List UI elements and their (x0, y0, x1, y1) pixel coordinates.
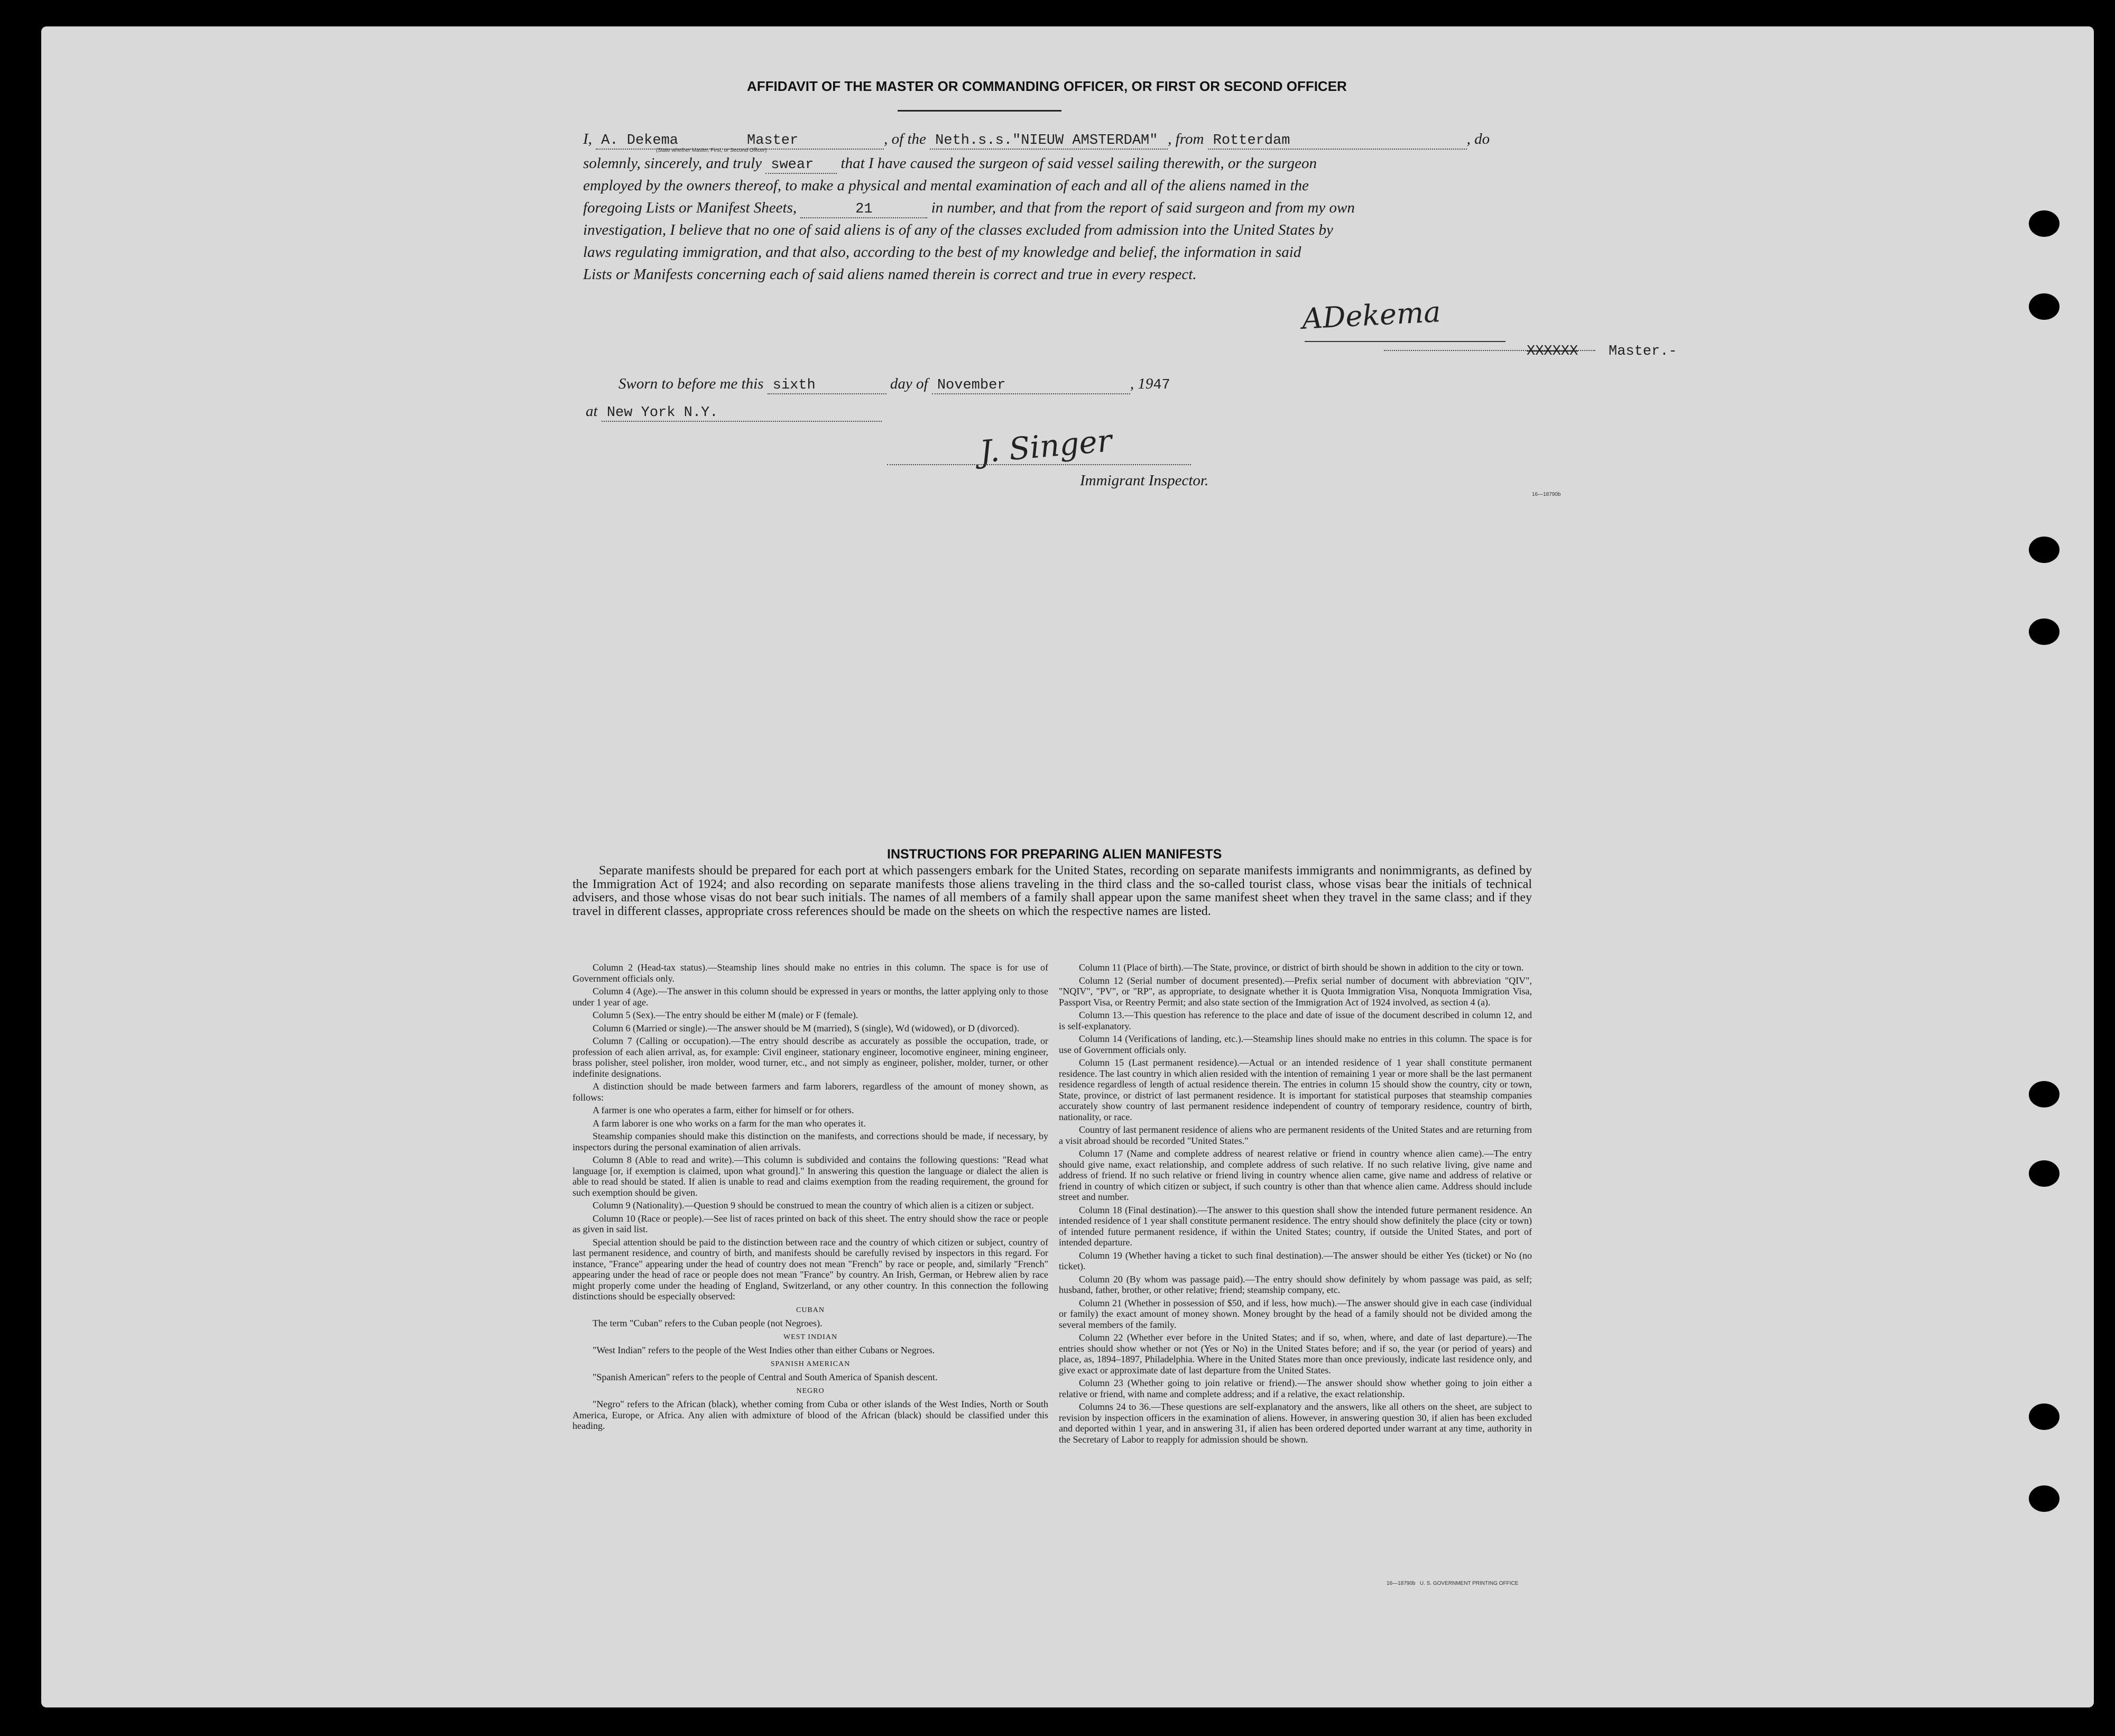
day-field: sixth (768, 377, 886, 394)
binder-hole (2029, 1403, 2059, 1430)
instruction-paragraph: Country of last permanent residence of aliens who are permanent residents of the United States and are returning from a visit abroad should be recorded "United States." (1059, 1124, 1532, 1146)
instruction-paragraph: A distinction should be made between farmers and farm laborers, regardless of the amount of money shown, as follows: (572, 1081, 1048, 1103)
instruction-paragraph: Column 4 (Age).—The answer in this column should be expressed in years or months, the latter applying only to those under 1 year of age. (572, 986, 1048, 1008)
instruction-paragraph: Columns 24 to 36.—These questions are self-explanatory and the answers, like all others on the sheet, are subject to revision by inspection officers in the examination of aliens. However, in answering question 30, if alien has been excluded and deported within 1 year, and in answering 31, if alien has been ordered deported under warrant at any time, authority in the Secretary of Labor to reapply for admission should be shown. (1059, 1401, 1532, 1445)
document-page (41, 26, 2094, 1707)
affidavit-title: AFFIDAVIT OF THE MASTER OR COMMANDING OFFICER, OR FIRST OR SECOND OFFICER (747, 78, 1347, 94)
affidavit-line-1: I, A. Dekema Master , of the Neth.s.s."NIEUW AMSTERDAM" , from Rotterdam , do (583, 131, 1490, 149)
subheading-negro: NEGRO (796, 1387, 825, 1395)
affidavit-line-2: solemnly, sincerely, and truly swear that I have caused the surgeon of said vessel sailing therewith, or the surgeon (583, 155, 1317, 173)
instruction-paragraph: "Spanish American" refers to the people of Central and South America of Spanish descent. (593, 1372, 938, 1382)
instruction-paragraph: Column 9 (Nationality).—Question 9 should be construed to mean the country of which alien is a citizen or subject. (593, 1200, 1034, 1211)
master-title: Master.- (1609, 344, 1677, 359)
instruction-paragraph: Column 18 (Final destination).—The answer to this question shall show the intended future permanent residence. An intended residence of 1 year shall constitute permanent residence. The entry should show definitely the place (city or town) of intended future permanent residence, if within the United States; country, if outside the United States, and port of intended departure. (1059, 1204, 1532, 1248)
binder-hole (2029, 1485, 2059, 1512)
binder-hole (2029, 1081, 2059, 1107)
port-field: Rotterdam (1208, 133, 1467, 150)
instruction-paragraph: Column 22 (Whether ever before in the United States; and if so, when, where, and date of last departure).—The entries should show whether or not (Yes or No) in the United States before; and if so, the year (or period of years) and place, as, 1894–1897, Philadelphia. Where in the United States more than once previously, indicate last residence only, and give exact or approximate date of last departure from the United States. (1059, 1332, 1532, 1375)
sworn-place-line: at New York N.Y. (586, 403, 882, 422)
instruction-paragraph: Column 13.—This question has reference to the place and date of issue of the document described in column 12, and is self-explanatory. (1059, 1010, 1532, 1031)
instruction-paragraph: Column 6 (Married or single).—The answer should be M (married), S (single), Wd (widowed), or D (divorced). (593, 1022, 1019, 1033)
instructions-title: INSTRUCTIONS FOR PREPARING ALIEN MANIFESTS (887, 847, 1222, 862)
alien-count-field: 21 (800, 201, 927, 218)
binder-hole (2029, 293, 2059, 320)
officer-name-field: A. Dekema Master (596, 133, 884, 150)
instructions-right-column (1059, 962, 1532, 1447)
instruction-paragraph: Column 10 (Race or people).—See list of races printed on back of this sheet. The entry should show the race or people as given in said list. (572, 1213, 1048, 1234)
inspector-signature-line (887, 464, 1191, 465)
oath-field: swear (765, 157, 837, 174)
binder-hole (2029, 210, 2059, 237)
inspector-signature: J. Singer (978, 422, 1113, 470)
rank-note: (State whether Master, First, or Second Officer) (656, 147, 767, 153)
master-title-struck: XXXXXX (1527, 344, 1578, 359)
vessel-field: Neth.s.s."NIEUW AMSTERDAM" (930, 133, 1168, 150)
instructions-intro: Separate manifests should be prepared for each port at which passengers embark for the United States, recording on separate manifests immigrants and nonimmigrants, as defined by the Immigration Act of 1924; and also recording on separate manifests those aliens traveling in the third class and the so-called tourist class, whose visas bear the initials of technical advisers, and those whose visas do not bear such initials. The names of all members of a family shall appear upon the same manifest sheet when they travel in the same class; and if they travel in different classes, appropriate cross references should be made on the sheets on which the respective names are listed. (572, 864, 1532, 918)
instruction-paragraph: Column 11 (Place of birth).—The State, province, or district of birth should be shown in addition to the city or town. (1079, 962, 1524, 973)
affidavit-line-5: investigation, I believe that no one of said aliens is of any of the classes excluded from admission into the United States by (583, 221, 1333, 238)
instruction-paragraph: Special attention should be paid to the distinction between race and the country of which citizen or subject, country of last permanent residence, and country of birth, and manifests should be carefully revised by inspectors in this regard. For instance, "France" appearing under the head of country does not mean "French" by race or people, and, similarly "French" appearing under the head of race or people does not mean "France" by country. An Irish, German, or Hebrew alien by race might properly come under the heading of England, Switzerland, or any other country. In this connection the following distinctions should be especially observed: (572, 1236, 1048, 1301)
affidavit-line-7: Lists or Manifests concerning each of said aliens named therein is correct and true in every respect. (583, 266, 1197, 283)
instruction-paragraph: A farmer is one who operates a farm, either for himself or for others. (593, 1105, 854, 1115)
title-rule (898, 110, 1061, 112)
binder-hole (2029, 1160, 2059, 1187)
instruction-paragraph: Column 14 (Verifications of landing, etc.).—Steamship lines should make no entries in this column. The space is for use of Government officials only. (1059, 1033, 1532, 1055)
master-signature-underline (1305, 341, 1506, 342)
form-number-bottom: 16—18790b U. S. GOVERNMENT PRINTING OFFICE (1387, 1581, 1519, 1586)
place-field: New York N.Y. (602, 405, 882, 422)
instruction-paragraph: Column 21 (Whether in possession of $50, and if less, how much).—The answer should give in each case (individual or family) the exact amount of money shown. Money brought by the head of a family should not be divided among the several members of the family. (1059, 1297, 1532, 1330)
subheading-cuban: CUBAN (796, 1306, 825, 1314)
instruction-paragraph: Column 5 (Sex).—The entry should be either M (male) or F (female). (593, 1010, 858, 1020)
instruction-paragraph: Column 7 (Calling or occupation).—The entry should describe as accurately as possible the occupation, trade, or profession of each alien arrival, as, for example: Civil engineer, stationary engineer, locomotive engineer, mining engineer, brass polisher, steel polisher, iron molder, wood turner, etc., and not simply as engineer, polisher, molder, turner, or other indefinite designations. (572, 1036, 1048, 1079)
form-number-top: 16—18790b (1532, 492, 1561, 497)
affidavit-line-6: laws regulating immigration, and that also, according to the best of my knowledge and belief, the information in said (583, 244, 1301, 261)
instruction-paragraph: Column 15 (Last permanent residence).—Actual or an intended residence of 1 year shall constitute permanent residence. The last country in which alien resided with the intention of remaining 1 year or more shall be the last permanent residence regardless of length of actual residence therein. The entries in column 15 should show the country, city or town, State, province, or district of last permanent residence. It is important for statistical purposes that steamship companies accurately show country of last permanent residence independent of country of temporary residence, country of birth, nationality, or race. (1059, 1057, 1532, 1122)
instruction-paragraph: The term "Cuban" refers to the Cuban people (not Negroes). (593, 1318, 823, 1328)
sworn-line: Sworn to before me this sixth day of November , 1947 (618, 375, 1170, 393)
instruction-paragraph: Steamship companies should make this distinction on the manifests, and corrections should be made, if necessary, by inspectors during the personal examination of alien arrivals. (572, 1131, 1048, 1152)
instruction-paragraph: Column 20 (By whom was passage paid).—The entry should show definitely by whom passage was paid, as self; husband, father, brother, or other relative; friend; steamship company, etc. (1059, 1273, 1532, 1295)
instruction-paragraph: Column 12 (Serial number of document presented).—Prefix serial number of document with abbreviation "QIV", "NQIV", "PV", or "RP", as appropriate, to designate whether it is Quota Immigration Visa, Nonquota Immigration Visa, Passport Visa, or Reentry Permit; and also state section of the Immigration Act of 1924 involved, as section 4 (a). (1059, 975, 1532, 1008)
master-signature: ADekema (1301, 295, 1442, 336)
instruction-paragraph: Column 2 (Head-tax status).—Steamship lines should make no entries in this column. The space is for use of Government officials only. (572, 962, 1048, 984)
instruction-paragraph: Column 23 (Whether going to join relative or friend).—The answer should show whether going to join either a relative or friend, with name and complete address; and if a relative, the exact relationship. (1059, 1378, 1532, 1399)
instruction-paragraph: "West Indian" refers to the people of the West Indies other than either Cubans or Negroes. (593, 1345, 935, 1355)
inspector-title: Immigrant Inspector. (1080, 472, 1209, 489)
instruction-paragraph: Column 8 (Able to read and write).—This column is subdivided and contains the following questions: "Read what language [or, if exemption is claimed, upon what ground]." In answering this question the language or dialect the alien is able to read should be stated. If alien is unable to read and claims exemption from the reading requirement, the ground for such exemption should be given. (572, 1155, 1048, 1198)
year-field: 47 (1153, 377, 1170, 393)
binder-hole (2029, 537, 2059, 563)
month-field: November (932, 377, 1130, 394)
instruction-paragraph: "Negro" refers to the African (black), whether coming from Cuba or other islands of the West Indies, North or South America, Europe, or Africa. Any alien with admixture of blood of the African (black) should be classified under this heading. (572, 1399, 1048, 1431)
instruction-paragraph: Column 19 (Whether having a ticket to such final destination).—The answer should be either Yes (ticket) or No (no ticket). (1059, 1250, 1532, 1271)
subheading-west-indian: WEST INDIAN (783, 1333, 838, 1341)
subheading-spanish-american: SPANISH AMERICAN (770, 1360, 851, 1368)
affidavit-line-3: employed by the owners thereof, to make a physical and mental examination of each and all of the aliens named in the (583, 177, 1309, 194)
instruction-paragraph: A farm laborer is one who works on a farm for the man who operates it. (593, 1118, 866, 1129)
instruction-paragraph: Column 17 (Name and complete address of nearest relative or friend in country whence alien came).—The entry should give name, exact relationship, and complete address of such relative. If no such relative living, give name and address of friend. If no such relative or friend living in country whence alien came, give name and address of relative or friend in country of which citizen or subject, if such country is other than that whence alien came. Address should include street and number. (1059, 1148, 1532, 1202)
binder-hole (2029, 618, 2059, 645)
instructions-left-column (572, 962, 1048, 1434)
affidavit-line-4: foregoing Lists or Manifest Sheets, 21 in number, and that from the report of said surgeon and from my own (583, 199, 1355, 217)
